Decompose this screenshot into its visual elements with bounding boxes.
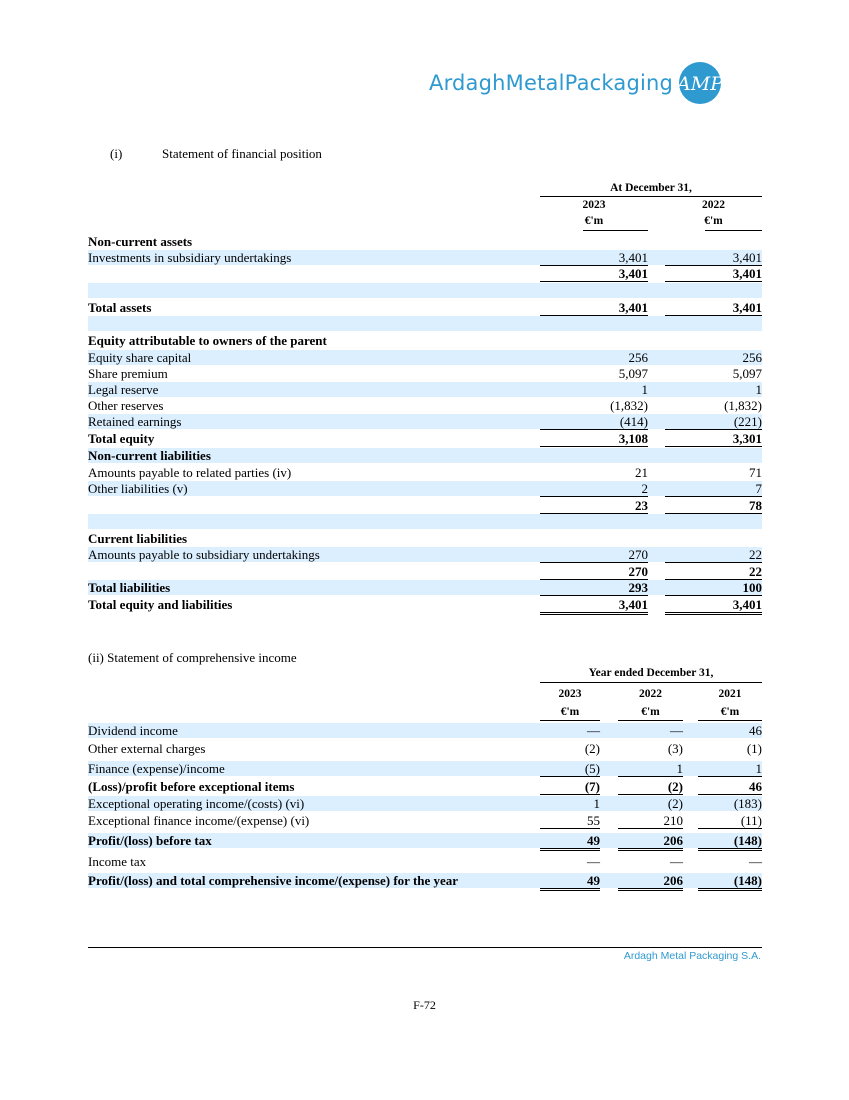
header-rule	[540, 682, 762, 683]
row-label: Total equity	[88, 431, 155, 446]
row-value: (148)	[698, 873, 762, 891]
table-row	[88, 465, 762, 480]
row-value: 3,401	[665, 250, 762, 266]
row-label: Other reserves	[88, 398, 164, 413]
table-row	[88, 531, 762, 546]
table-row	[88, 283, 762, 298]
row-value: 46	[698, 779, 762, 795]
row-label: Legal reserve	[88, 382, 159, 397]
section-title-financial-position: (i) Statement of financial position	[110, 146, 322, 161]
row-value: (5)	[540, 761, 600, 777]
table-row	[88, 761, 762, 776]
row-label: Equity share capital	[88, 350, 192, 365]
row-value: 293	[540, 580, 648, 596]
section-title-comprehensive-income: (ii) Statement of comprehensive income	[88, 650, 297, 665]
row-value: 21	[635, 465, 648, 480]
row-label: Profit/(loss) before tax	[88, 833, 212, 848]
row-label: Amounts payable to subsidiary undertakings	[88, 547, 320, 562]
header-rule	[705, 230, 762, 231]
table-row	[88, 833, 762, 848]
table-row	[88, 234, 762, 249]
row-value: 3,401	[665, 597, 762, 615]
row-label: Retained earnings	[88, 414, 182, 429]
amp-logo-icon	[677, 60, 723, 106]
row-value: 49	[540, 873, 600, 891]
row-value: 71	[749, 465, 762, 480]
table-row	[88, 741, 762, 756]
table-row	[88, 414, 762, 429]
table-row	[88, 316, 762, 331]
row-label: Non-current liabilities	[88, 448, 211, 463]
row-value: 3,401	[540, 597, 648, 615]
section2-unit-2021: €'m	[720, 706, 740, 718]
row-value: 2	[540, 481, 648, 497]
company-logo	[429, 60, 723, 106]
table-row	[88, 266, 762, 281]
header-rule	[618, 720, 683, 721]
table-row	[88, 597, 762, 612]
table-row	[88, 723, 762, 738]
row-value: —	[670, 723, 683, 738]
logo-text: ArdaghMetalPackaging	[429, 71, 674, 95]
row-value: (2)	[667, 796, 683, 811]
section2-year-2022: 2022	[639, 688, 662, 700]
table-row	[88, 514, 762, 529]
row-value: 3,301	[665, 431, 762, 449]
section1-unit-2022: €'m	[704, 215, 723, 227]
row-label: Exceptional finance income/(expense) (vi)	[88, 813, 310, 828]
row-value: 22	[665, 564, 762, 580]
row-value: —	[587, 723, 600, 738]
row-value: (148)	[698, 833, 762, 851]
footer-company: Ardagh Metal Packaging S.A.	[623, 950, 761, 962]
row-value: 23	[540, 498, 648, 516]
row-label: Other liabilities (v)	[88, 481, 188, 496]
row-label: Finance (expense)/income	[88, 761, 225, 776]
table-row	[88, 398, 762, 413]
row-value: 1	[755, 382, 762, 397]
table-row	[88, 873, 762, 888]
row-value: (3)	[667, 741, 683, 756]
row-value: 206	[618, 833, 683, 851]
row-value: 100	[665, 580, 762, 596]
row-value: 256	[742, 350, 762, 365]
row-value: 206	[618, 873, 683, 891]
header-rule	[540, 196, 762, 197]
row-value: (11)	[698, 813, 762, 829]
row-value: 270	[540, 547, 648, 563]
row-value: (1)	[746, 741, 762, 756]
row-label: Equity attributable to owners of the parent	[88, 333, 327, 348]
row-value: (414)	[540, 414, 648, 430]
table-row	[88, 813, 762, 828]
row-value: 78	[665, 498, 762, 516]
row-value: —	[587, 854, 600, 869]
table-row	[88, 498, 762, 513]
table-row	[88, 779, 762, 794]
table-row	[88, 854, 762, 869]
row-value: —	[749, 854, 762, 869]
footer-rule	[88, 947, 762, 948]
row-label: Amounts payable to related parties (iv)	[88, 465, 292, 480]
table-row	[88, 580, 762, 595]
row-value: (2)	[584, 741, 600, 756]
section2-year-2023: 2023	[558, 688, 582, 700]
section1-unit-2023: €'m	[584, 215, 604, 227]
table-row	[88, 382, 762, 397]
row-value: 256	[628, 350, 648, 365]
table-row	[88, 564, 762, 579]
table-row	[88, 366, 762, 381]
table-row	[88, 350, 762, 365]
table-row	[88, 250, 762, 265]
row-value: 3,108	[540, 431, 648, 449]
row-value: 7	[665, 481, 762, 497]
row-value: 5,097	[618, 366, 648, 381]
row-value: 210	[618, 813, 683, 829]
row-value: 5,097	[732, 366, 762, 381]
header-rule	[540, 720, 600, 721]
row-label: Profit/(loss) and total comprehensive income/(expense) for the year	[88, 873, 459, 888]
row-value: 1	[593, 796, 600, 811]
table-row	[88, 300, 762, 315]
row-value: (221)	[665, 414, 762, 430]
row-value: (183)	[733, 796, 762, 811]
section1-year-2023: 2023	[582, 199, 606, 211]
row-label: Investments in subsidiary undertakings	[88, 250, 292, 265]
row-value: (2)	[618, 779, 683, 795]
row-value: 3,401	[540, 250, 648, 266]
table-row	[88, 796, 762, 811]
row-value: 55	[540, 813, 600, 829]
page-number: F-72	[413, 998, 436, 1012]
row-value: 3,401	[540, 300, 648, 318]
row-label: Share premium	[88, 366, 168, 381]
svg-text:AMP: AMP	[677, 73, 724, 95]
row-label: Other external charges	[88, 741, 206, 756]
row-value: 270	[540, 564, 648, 580]
section2-unit-2022: €'m	[641, 706, 660, 718]
header-rule	[698, 720, 762, 721]
row-label: Current liabilities	[88, 531, 188, 546]
row-label: Exceptional operating income/(costs) (vi)	[88, 796, 305, 811]
row-value: (1,832)	[610, 398, 648, 413]
row-value: 3,401	[540, 266, 648, 284]
row-label: Income tax	[88, 854, 147, 869]
row-value: 1	[618, 761, 683, 777]
row-value: —	[670, 854, 683, 869]
section1-year-2022: 2022	[702, 199, 725, 211]
table-row	[88, 547, 762, 562]
row-value: (1,832)	[724, 398, 762, 413]
table-row	[88, 431, 762, 446]
row-value: 1	[641, 382, 648, 397]
row-label: Total liabilities	[88, 580, 171, 595]
row-label: Dividend income	[88, 723, 178, 738]
section2-header-group: Year ended December 31,	[588, 667, 714, 679]
table-row	[88, 333, 762, 348]
row-label: (Loss)/profit before exceptional items	[88, 779, 295, 794]
section2-unit-2023: €'m	[560, 706, 580, 718]
table-row	[88, 448, 762, 463]
row-label: Non-current assets	[88, 234, 193, 249]
section1-header-group: At December 31,	[610, 182, 692, 194]
row-value: 1	[698, 761, 762, 777]
row-value: 46	[749, 723, 762, 738]
row-value: 3,401	[665, 266, 762, 284]
row-value: 22	[665, 547, 762, 563]
header-rule	[583, 230, 648, 231]
row-value: (7)	[540, 779, 600, 795]
row-value: 49	[540, 833, 600, 851]
section2-year-2021: 2021	[718, 688, 742, 700]
row-value: 3,401	[665, 300, 762, 318]
row-label: Total equity and liabilities	[88, 597, 233, 612]
row-label: Total assets	[88, 300, 152, 315]
table-row	[88, 481, 762, 496]
